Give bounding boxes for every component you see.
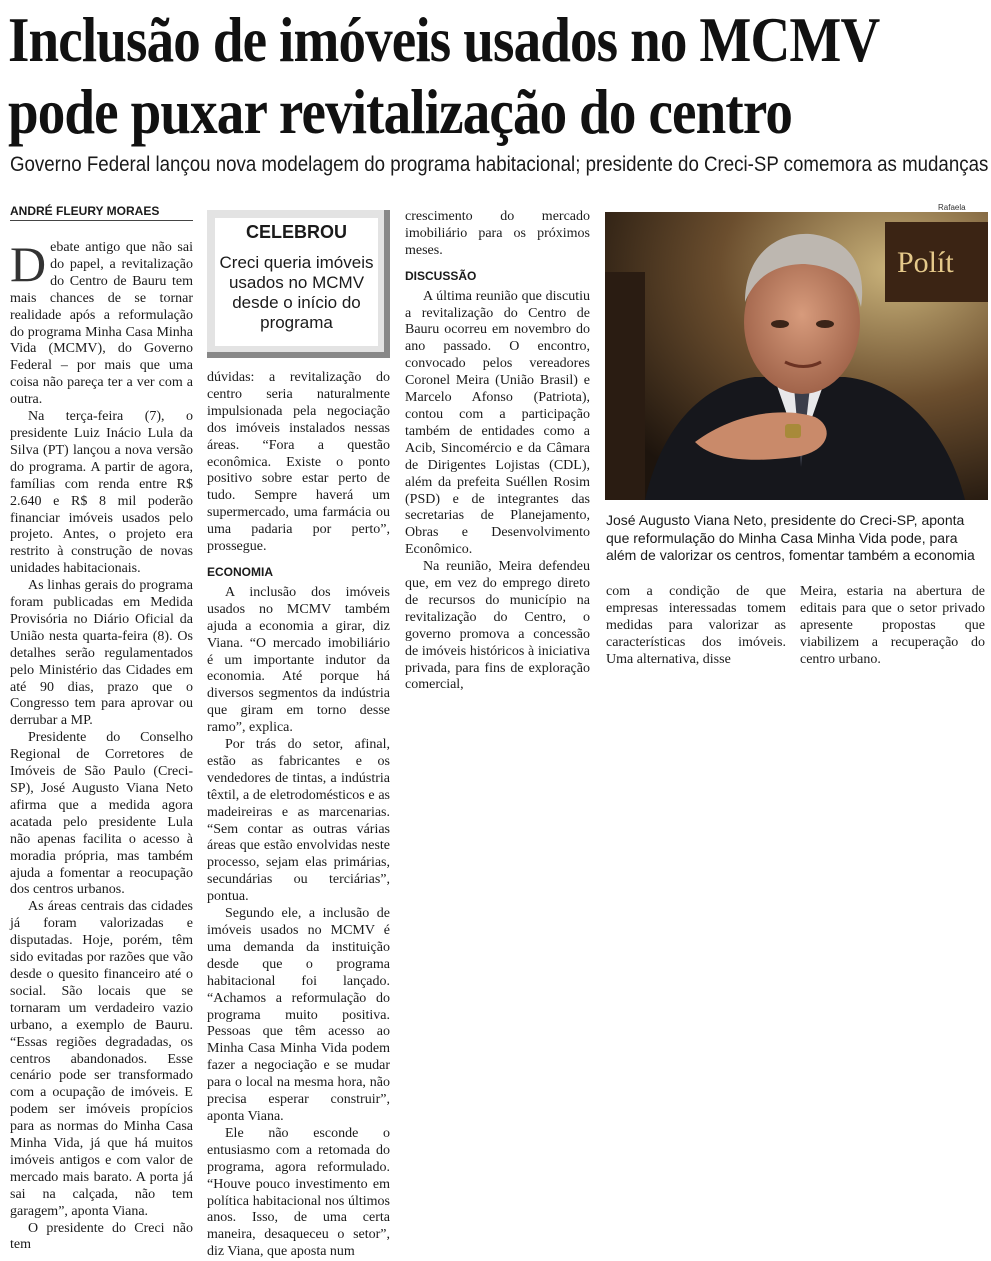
background-sign-text: Polít bbox=[897, 246, 954, 279]
article-column-1 bbox=[10, 236, 193, 1254]
paragraph: dúvidas: a revitalização do centro seria naturalmente impulsionada pela negociação dos imóveis instalados nessas áreas. “Fora a questão econômica. Existe o ponto positivo sobre estar perto de tudo. Sempre haverá um supermercado, uma farmácia ou uma padaria por perto”, prossegue. bbox=[207, 370, 390, 555]
byline: ANDRÉ FLEURY MORAES bbox=[10, 204, 193, 221]
paragraph: A inclusão dos imóveis usados no MCMV também ajuda a economia a girar, diz Viana. “O mercado imobiliário é um importante indutor da economia. Até porque há diversos segmentos da indústria que giram em torno desse ramo”, explica. bbox=[207, 584, 390, 736]
paragraph: ebate antigo que não sai do papel, a revitalização do Centro de Bauru tem mais chances de se tornar realidade após a reformulação do programa Minha Casa Minha Vida (MCMV), do Governo Federal – por mais que uma coisa não pareça ter a ver com a outra. bbox=[10, 240, 193, 408]
sidebar-text: Creci queria imóveis usados no MCMV desde o início do programa bbox=[219, 253, 374, 332]
paragraph: O presidente do Creci não tem bbox=[10, 1220, 193, 1253]
portrait-photo bbox=[605, 212, 988, 500]
article-column-5 bbox=[800, 584, 985, 669]
section-heading-discussao: DISCUSSÃO bbox=[405, 268, 477, 283]
sidebar-box bbox=[207, 210, 390, 358]
sidebar-inner bbox=[215, 218, 378, 346]
portrait-illustration bbox=[605, 212, 988, 500]
headline-line-1: Inclusão de imóveis usados no MCMV bbox=[8, 4, 880, 75]
drop-cap: D bbox=[10, 236, 47, 292]
paragraph: A última reunião que discutiu a revitalização do Centro de Bauru ocorreu em novembro do ano passado. O encontro, convocado pelos vereadores Coronel Meira (União Brasil) e Marcelo Afonso (Patriota), contou com a participação também de entidades como a Acib, Sincomércio e da Câmara de Dirigentes Lojistas (CDL), além da prefeita Suéllen Rosim (PSD) e de integrantes das secretarias de Planejamento, Obras e Desenvolvimento Econômico. bbox=[405, 288, 590, 558]
paragraph: Segundo ele, a inclusão de imóveis usados no MCMV é uma demanda da instituição desde que o programa habitacional foi lançado. “Achamos a reformulação do programa muito positiva. Pessoas que têm acesso ao Minha Casa Minha Vida podem fazer a negociação e se mudar para o local na mesma hora, não precisa esperar construir”, aponta Viana. bbox=[207, 906, 390, 1124]
headline bbox=[8, 4, 880, 148]
paragraph: com a condição de que empresas interessadas tomem medidas para valorizar as características dos imóveis. Uma alternativa, disse bbox=[606, 584, 786, 667]
photo-caption: José Augusto Viana Neto, presidente do Creci-SP, aponta que reformulação do Minha Casa Minha Vida pode, para além de valorizar os centros, fomentar também a economia bbox=[606, 512, 975, 563]
paragraph: Por trás do setor, afinal, estão as fabricantes e os vendedores de tintas, a indústria têxtil, a de eletrodomésticos e as madeireiras e as marcenarias. “Sem contar as outras várias áreas que estão envolvidas neste processo, sejam elas primárias, secundárias ou terciárias”, pontua. bbox=[207, 737, 390, 905]
paragraph: Na reunião, Meira defendeu que, em vez do emprego direto de recursos do município na revitalização do Centro, o governo promova a concessão de imóveis históricos à iniciativa privada, para fins de exploração comercial, bbox=[405, 559, 590, 693]
headline-line-2: pode puxar revitalização do centro bbox=[8, 76, 793, 147]
section-heading-economia: ECONOMIA bbox=[207, 564, 273, 579]
article-column-2 bbox=[207, 370, 390, 1261]
subheadline: Governo Federal lançou nova modelagem do programa habitacional; presidente do Creci-SP comemora as mudanças bbox=[10, 153, 989, 176]
paragraph: Ele não esconde o entusiasmo com a retomada do programa, agora reformulado. “Houve pouco investimento em política habitacional nos últimos anos. Isso, de uma certa maneira, desaqueceu o setor”, diz Viana, que aposta num bbox=[207, 1125, 390, 1260]
sidebar-title: CELEBROU bbox=[245, 222, 347, 242]
paragraph: Meira, estaria na abertura de editais para que o setor privado apresente propostas que viabilizem a recuperação do centro urbano. bbox=[800, 584, 985, 667]
paragraph: As linhas gerais do programa foram publicadas em Medida Provisória no Diário Oficial da União nesta quarta-feira (8). Os detalhes serão regulamentados pelo Ministério das Cidades em até 90 dias, prazo que o Congresso tem para aprovar ou derrubar a MP. bbox=[10, 578, 193, 729]
article-column-4 bbox=[606, 584, 786, 669]
paragraph: As áreas centrais das cidades já foram valorizadas e disputadas. Hoje, porém, têm sido evitadas por razões que vão desde o quesito financeiro até o social. São locais que se tornaram um verdadeiro vazio urbano, a exemplo de Bauru. “Essas regiões degradadas, os centros abandonados. Esse cenário pode ser transformado com a ocupação de imóveis. E podem ser imóveis propícios para as normas do Minha Casa Minha Vida, já que há muitos imóveis antigos e com valor de mercado mais barato. A porta já sai na calçada, não tem garagem”, aponta Viana. bbox=[10, 899, 193, 1219]
paragraph: Na terça-feira (7), o presidente Luiz Inácio Lula da Silva (PT) lançou a nova versão do programa. A partir de agora, famílias com renda entre R$ 2.640 e R$ 8 mil poderão financiar imóveis usados pelo projeto. Antes, o projeto era restrito à construção de novas unidades habitacionais. bbox=[10, 409, 193, 577]
article-column-3 bbox=[405, 209, 590, 694]
paragraph: Presidente do Conselho Regional de Corretores de Imóveis de São Paulo (Creci-SP), José Augusto Viana Neto afirma que a medida agora acatada pelo presidente Lula não apenas facilita o acesso à moradia própria, mas também ajuda a fomentar a reocupação dos centros urbanos. bbox=[10, 730, 193, 898]
photo-credit: Rafaela bbox=[938, 203, 966, 212]
paragraph: crescimento do mercado imobiliário para os próximos meses. bbox=[405, 209, 590, 258]
